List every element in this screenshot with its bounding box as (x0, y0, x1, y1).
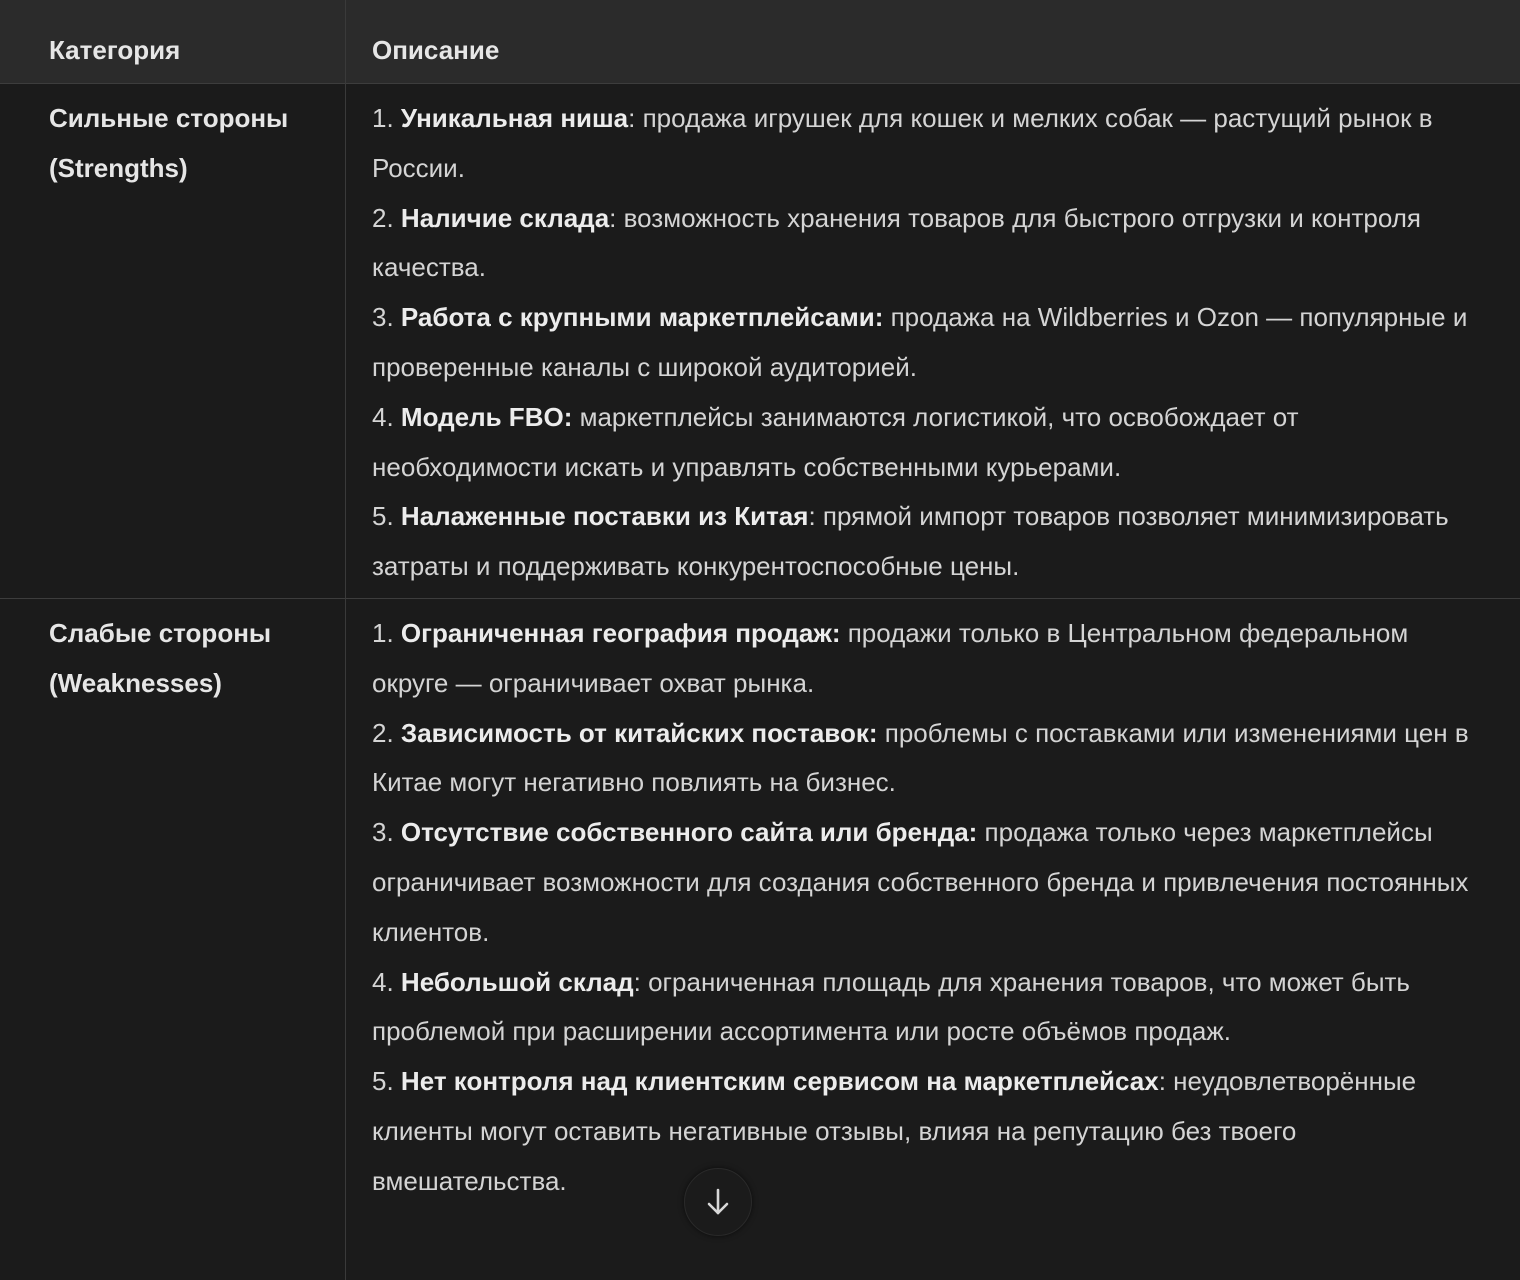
item-title: Модель FBO: (400, 401, 573, 432)
item-text: : неудовлетворённые клиенты могут оставить негативные отзывы, влияя на репутацию без твоего вмешательства. (372, 1066, 1417, 1196)
list-item (372, 958, 1472, 1058)
item-number: 4. (372, 401, 401, 432)
item-text: : прямой импорт товаров позволяет минимизировать затраты и поддерживать конкурентоспособные цены. (372, 501, 1449, 582)
item-title: Нет контроля над клиентским сервисом на маркетплейсах (400, 1066, 1159, 1097)
item-number: 2. (372, 202, 401, 233)
list-item (372, 609, 1472, 709)
table-header-row (0, 0, 1520, 84)
item-number: 2. (372, 717, 401, 748)
list-item (372, 808, 1472, 957)
item-title: Отсутствие собственного сайта или бренда: (400, 817, 978, 848)
item-title: Зависимость от китайских поставок: (400, 717, 878, 748)
list-item (372, 194, 1472, 294)
item-title: Налаженные поставки из Китая (400, 501, 809, 532)
item-number: 5. (372, 501, 401, 532)
list-item (372, 293, 1472, 393)
item-number: 4. (372, 966, 401, 997)
item-number: 5. (372, 1066, 401, 1097)
description-cell (372, 94, 1472, 592)
table-row-weaknesses (0, 599, 1520, 1280)
item-title: Небольшой склад (400, 966, 634, 997)
arrow-down-icon (704, 1186, 732, 1218)
item-text: продажа только через маркетплейсы ограничивает возможности для создания собственного бренда и привлечения постоянных клиентов. (372, 817, 1469, 947)
category-label: Сильные стороны (49, 103, 289, 133)
category-label-en: (Strengths) (49, 152, 188, 183)
item-text: продажи только в Центральном федеральном округе — ограничивает охват рынка. (372, 618, 1409, 698)
item-number: 1. (372, 103, 401, 133)
item-text: : ограниченная площадь для хранения товаров, что может быть проблемой при расширении ассортимента или росте объёмов продаж. (372, 966, 1410, 1047)
item-text: маркетплейсы занимаются логистикой, что освобождает от необходимости искать и управлять собственными курьерами. (372, 401, 1299, 482)
item-number: 1. (372, 618, 401, 648)
list-item (372, 393, 1472, 493)
column-divider (345, 0, 346, 1280)
item-text: : возможность хранения товаров для быстрого отгрузки и контроля качества. (372, 202, 1421, 283)
description-cell (372, 609, 1472, 1207)
item-number: 3. (372, 302, 401, 333)
item-text: продажа на Wildberries и Ozon — популярные и проверенные каналы с широкой аудиторией. (372, 302, 1468, 382)
item-title: Ограниченная география продаж: (400, 618, 841, 648)
item-text: проблемы с поставками или изменениями цен в Китае могут негативно повлиять на бизнес. (372, 717, 1469, 798)
header-category: Категория (49, 35, 181, 65)
list-item (372, 94, 1472, 194)
scroll-to-bottom-button[interactable] (684, 1168, 752, 1236)
header-description: Описание (372, 35, 500, 65)
item-title: Работа с крупными маркетплейсами: (400, 302, 884, 333)
list-item (372, 709, 1472, 809)
category-cell (49, 609, 329, 708)
list-item (372, 492, 1472, 592)
category-cell (49, 94, 329, 193)
category-label-en: (Weaknesses) (49, 667, 222, 698)
item-text: : продажа игрушек для кошек и мелких собак — растущий рынок в России. (372, 103, 1433, 183)
category-label: Слабые стороны (49, 618, 272, 648)
list-item (372, 1057, 1472, 1206)
item-title: Наличие склада (400, 202, 610, 233)
item-title: Уникальная ниша (400, 103, 629, 133)
item-number: 3. (372, 817, 401, 848)
table-row-strengths (0, 84, 1520, 599)
